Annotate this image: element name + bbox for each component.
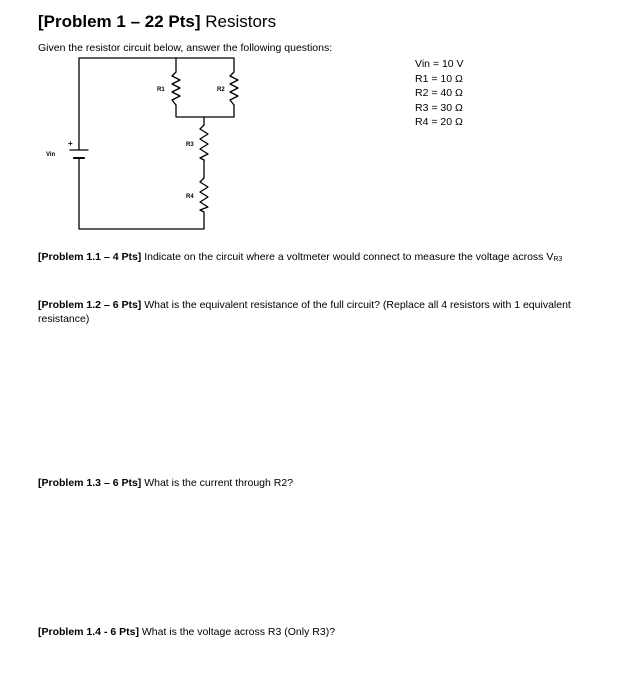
resistor-r3 bbox=[200, 125, 208, 160]
label-r3: R3 bbox=[186, 142, 194, 148]
question-1-4 bbox=[38, 625, 578, 639]
problem-title-rest: Resistors bbox=[200, 12, 277, 31]
resistor-circuit-diagram bbox=[40, 50, 240, 240]
problem-title-bold: [Problem 1 – 22 Pts] bbox=[38, 12, 201, 31]
question-1-1-text: Indicate on the circuit where a voltmeter would connect to measure the voltage across V bbox=[141, 251, 554, 263]
resistor-r1 bbox=[172, 72, 180, 105]
question-1-3-heading: [Problem 1.3 – 6 Pts] bbox=[38, 477, 142, 489]
value-r2: R2 = 40 Ω bbox=[415, 87, 463, 99]
question-1-3 bbox=[38, 476, 578, 490]
question-1-2 bbox=[38, 298, 578, 326]
resistor-r4 bbox=[200, 178, 208, 212]
value-r1: R1 = 10 Ω bbox=[415, 72, 463, 85]
label-r2: R2 bbox=[217, 87, 225, 93]
question-1-1-heading: [Problem 1.1 – 4 Pts] bbox=[38, 251, 142, 263]
label-vin: Vin bbox=[46, 152, 56, 158]
question-1-1 bbox=[38, 250, 578, 267]
wire-outer-left-top bbox=[79, 58, 234, 150]
question-1-4-text: What is the voltage across R3 (Only R3)? bbox=[138, 626, 336, 638]
question-1-4-heading: [Problem 1.4 - 6 Pts] bbox=[38, 626, 139, 638]
question-1-3-text: What is the current through R2? bbox=[141, 477, 294, 489]
label-plus: + bbox=[68, 139, 73, 148]
problem-intro: Given the resistor circuit below, answer the following questions: bbox=[38, 42, 333, 54]
resistor-r2 bbox=[230, 72, 238, 105]
value-r3: R3 = 30 Ω bbox=[415, 101, 463, 114]
given-values bbox=[415, 57, 464, 130]
value-r4: R4 = 20 Ω bbox=[415, 116, 463, 128]
label-r1: R1 bbox=[157, 87, 165, 93]
question-1-1-subscript: R3 bbox=[553, 256, 563, 263]
value-vin: Vin = 10 V bbox=[415, 58, 464, 70]
label-r4: R4 bbox=[186, 194, 194, 200]
wire-parallel-join bbox=[176, 105, 234, 117]
question-1-2-heading: [Problem 1.2 – 6 Pts] bbox=[38, 299, 142, 311]
problem-title bbox=[38, 12, 276, 32]
question-1-2-text: What is the equivalent resistance of the full circuit? (Replace all 4 resistors with 1 equivalent resistance) bbox=[38, 299, 571, 325]
